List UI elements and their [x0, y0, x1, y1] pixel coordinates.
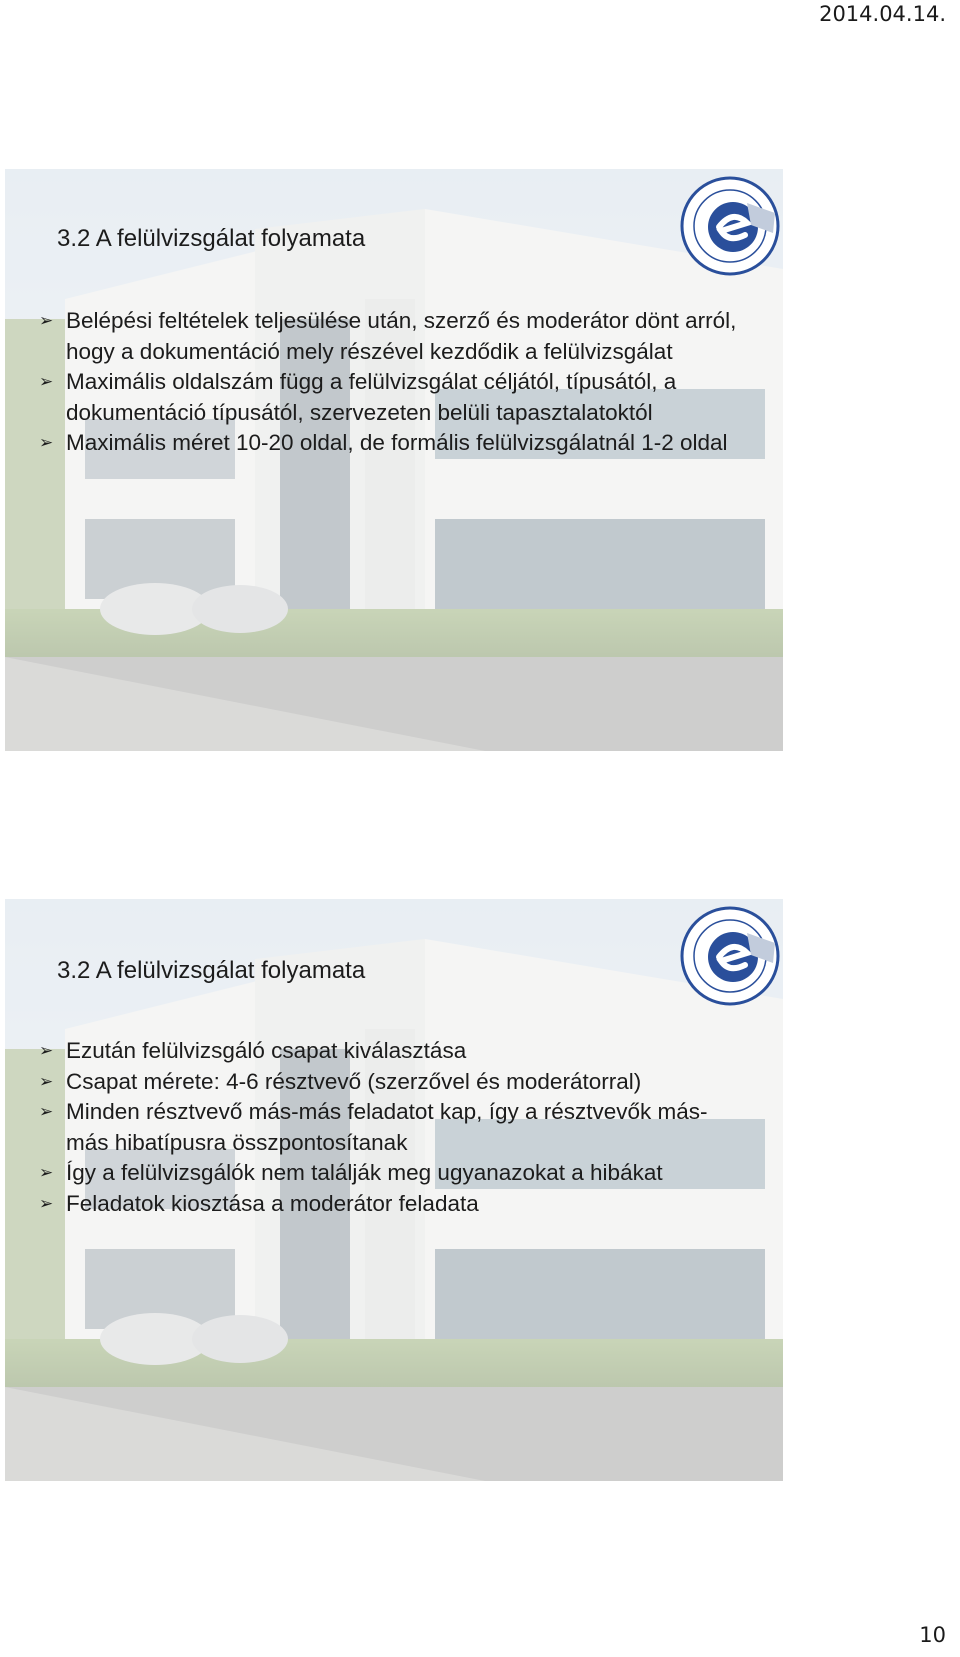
slide-title: 3.2 A felülvizsgálat folyamata	[57, 957, 366, 984]
list-item	[39, 306, 749, 367]
bullet-text: Maximális oldalszám függ a felülvizsgálat céljától, típusától, a dokumentáció típusától, szervezeten belüli tapasztalatoktól	[66, 369, 677, 425]
list-item	[39, 1158, 749, 1189]
university-seal-icon	[677, 173, 783, 279]
arrow-bullet-icon: ➢	[39, 372, 54, 391]
list-item	[39, 1189, 749, 1220]
bullet-list	[39, 306, 749, 459]
bullet-text: Csapat mérete: 4-6 résztvevő (szerzővel és moderátorral)	[66, 1068, 642, 1094]
page-date: 2014.04.14.	[819, 2, 946, 26]
slide-overlay	[5, 169, 783, 751]
list-item	[39, 1097, 749, 1158]
arrow-bullet-icon: ➢	[39, 433, 54, 452]
bullet-text: Feladatok kiosztása a moderátor feladata	[66, 1190, 479, 1216]
arrow-bullet-icon: ➢	[39, 1193, 54, 1213]
list-item	[39, 1067, 749, 1098]
arrow-bullet-icon: ➢	[39, 311, 54, 330]
arrow-bullet-icon: ➢	[39, 1071, 54, 1091]
slide-title: 3.2 A felülvizsgálat folyamata	[57, 225, 366, 252]
slide-1	[5, 169, 783, 751]
bullet-text: Maximális méret 10-20 oldal, de formális felülvizsgálatnál 1-2 oldal	[66, 430, 728, 455]
arrow-bullet-icon: ➢	[39, 1102, 54, 1121]
university-seal-icon	[677, 903, 783, 1009]
bullet-text: Ezután felülvizsgáló csapat kiválasztása	[66, 1038, 467, 1063]
list-item	[39, 1036, 749, 1067]
bullet-text: Minden résztvevő más-más feladatot kap, így a résztvevők más-más hibatípusra összpontosítanak	[66, 1099, 708, 1155]
slide-2	[5, 899, 783, 1481]
list-item	[39, 428, 749, 459]
bullet-list	[39, 1036, 749, 1219]
bullet-text: Belépési feltételek teljesülése után, szerző és moderátor dönt arról, hogy a dokumentáció mely részével kezdődik a felülvizsgálat	[66, 308, 737, 364]
arrow-bullet-icon: ➢	[39, 1163, 54, 1182]
list-item	[39, 367, 749, 428]
arrow-bullet-icon: ➢	[39, 1041, 54, 1060]
page-number: 10	[919, 1623, 946, 1647]
bullet-text: Így a felülvizsgálók nem találják meg ugyanazokat a hibákat	[66, 1160, 663, 1185]
